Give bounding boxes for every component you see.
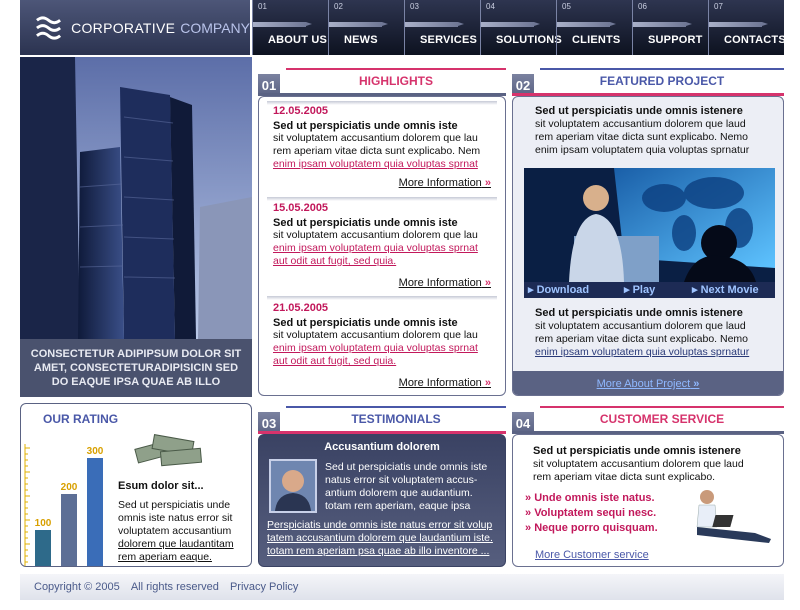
more-information-link[interactable]: More Information »	[399, 277, 491, 289]
nav-news[interactable]	[328, 0, 404, 55]
news-link[interactable]: aut odit aut fugit, sed quia.	[273, 255, 397, 267]
footer	[20, 574, 784, 600]
nav-arrow-icon	[557, 22, 610, 27]
nav-label: CONTACTS	[724, 34, 786, 46]
nav-label: SUPPORT	[648, 34, 703, 46]
nav-number: 01	[258, 2, 267, 11]
rating-text	[118, 480, 248, 564]
news-text: sit voluptatem accusantium dolorem que lau	[273, 132, 478, 144]
section-number: 03	[258, 412, 280, 434]
featured-bottom-text	[535, 307, 775, 359]
nav-number: 06	[638, 2, 647, 11]
download-button[interactable]	[528, 283, 589, 296]
featured-header	[512, 62, 784, 96]
video-controls	[524, 282, 775, 298]
news-item	[273, 302, 489, 368]
nav-arrow-icon	[709, 22, 762, 27]
nav-about-us[interactable]	[252, 0, 328, 55]
person-avatar-icon	[271, 461, 315, 511]
rights-text: All rights reserved	[130, 581, 219, 593]
service-panel	[512, 434, 784, 567]
section-title: HIGHLIGHTS	[286, 68, 506, 92]
news-date: 12.05.2005	[273, 105, 329, 117]
featured-top-text	[535, 105, 775, 157]
featured-text: sit voluptatem accusantium dolorem que laud	[535, 320, 746, 332]
rating-bar-chart	[21, 434, 131, 566]
rating-headline: Esum dolor sit...	[118, 480, 204, 492]
service-headline: Sed ut perspiciatis unde omnis istenere	[533, 445, 741, 457]
section-number: 01	[258, 74, 280, 96]
play-arrow-icon: ▸	[624, 284, 633, 296]
rating-line: omnis iste natus error sit	[118, 512, 233, 524]
service-header	[512, 400, 784, 434]
divider	[267, 296, 497, 300]
nav-solutions[interactable]	[480, 0, 562, 55]
nav-arrow-icon	[329, 22, 382, 27]
service-line: sit voluptatem accusantium dolorem que laud	[533, 458, 744, 470]
testimonials-header	[258, 400, 506, 434]
nav-label: SOLUTIONS	[496, 34, 562, 46]
main-nav	[252, 0, 784, 55]
brand-name: CORPORATIVE	[71, 19, 176, 36]
rating-bar-label: 200	[60, 482, 78, 493]
play-arrow-icon: ▸	[528, 284, 537, 296]
nav-arrow-icon	[633, 22, 686, 27]
nav-support[interactable]	[632, 0, 708, 55]
featured-text: enim ipsam voluptatem quia voluptas sprnatur	[535, 144, 750, 156]
nav-number: 03	[410, 2, 419, 11]
brand-name-suffix: COMPANY	[180, 19, 250, 36]
nav-number: 04	[486, 2, 495, 11]
testimonial-link[interactable]: tatem accusantium dolorem que laudantium iste.	[267, 532, 493, 544]
news-item	[273, 105, 489, 171]
featured-headline: Sed ut perspiciatis unde omnis istenere	[535, 105, 743, 117]
testimonial-links	[267, 519, 503, 558]
news-text: rem aperiam vitae dicta sunt explicabo. Nem	[273, 145, 481, 157]
service-line: rem aperiam vitae dicta sunt explicabo.	[533, 471, 716, 483]
double-arrow-icon: »	[690, 378, 700, 390]
testimonial-line: Sed ut perspiciatis unde omnis iste	[325, 461, 488, 473]
rating-bar	[87, 458, 103, 566]
play-button[interactable]	[624, 283, 655, 296]
testimonial-text	[325, 461, 503, 513]
play-arrow-icon: ▸	[692, 284, 701, 296]
news-link[interactable]: enim ipsam voluptatem quia voluptas sprnat	[273, 342, 478, 354]
rating-bar	[61, 494, 77, 566]
rating-bars	[35, 446, 104, 566]
news-link[interactable]: aut odit aut fugit, sed quia.	[273, 355, 397, 367]
featured-footer	[513, 371, 783, 395]
testimonial-link[interactable]: Perspiciatis unde omnis iste natus error sit volup	[267, 519, 493, 531]
skyscraper-image	[20, 57, 252, 339]
hero-caption-line: AMET, CONSECTETURADIPISICIN SED	[33, 362, 239, 374]
testimonial-line: totam rem aperiam, eaque ipsa	[325, 500, 471, 512]
service-bullet-label: Voluptatem sequi nesc.	[534, 507, 657, 519]
hero-caption-line: CONSECTETUR ADIPIPSUM DOLOR SIT	[30, 348, 242, 360]
rating-line: Sed ut perspiciatis unde	[118, 499, 231, 511]
rating-ticks	[25, 448, 30, 562]
service-text	[533, 445, 779, 484]
news-headline: Sed ut perspiciatis unde omnis iste	[273, 217, 458, 229]
money-stack-icon	[131, 424, 211, 474]
featured-text: sit voluptatem accusantium dolorem que laud	[535, 118, 746, 130]
hero-caption	[20, 339, 252, 397]
featured-text: rem aperiam vitae dicta sunt explicabo. Nemo	[535, 131, 749, 143]
featured-headline: Sed ut perspiciatis unde omnis istenere	[535, 307, 743, 319]
download-label: Download	[536, 284, 590, 296]
more-about-project-label: More About Project	[596, 378, 691, 390]
news-date: 15.05.2005	[273, 202, 329, 214]
rating-title: OUR RATING	[43, 412, 119, 426]
nav-contacts[interactable]	[708, 0, 784, 55]
divider	[267, 197, 497, 201]
news-link[interactable]: enim ipsam voluptatem quia voluptas sprnat	[273, 158, 478, 170]
service-bullets	[525, 491, 658, 536]
service-bullet-label: Unde omnis iste natus.	[534, 492, 655, 504]
rating-bar-label: 100	[34, 518, 52, 529]
rating-bar	[35, 530, 51, 566]
nav-clients[interactable]	[556, 0, 632, 55]
section-title: CUSTOMER SERVICE	[540, 406, 784, 430]
nav-arrow-icon	[405, 22, 458, 27]
next-movie-button[interactable]	[692, 283, 759, 296]
featured-panel	[512, 96, 784, 396]
nav-label: NEWS	[344, 34, 378, 46]
rating-line: voluptatem accusantium	[118, 525, 232, 537]
news-text: sit voluptatem accusantium dolorem que lau	[273, 229, 478, 241]
play-label: Play	[632, 284, 656, 296]
service-bullet[interactable]	[525, 506, 658, 521]
person-with-laptop-icon	[685, 487, 777, 547]
nav-number: 02	[334, 2, 343, 11]
news-date: 21.05.2005	[273, 302, 329, 314]
nav-number: 07	[714, 2, 723, 11]
featured-link[interactable]: enim ipsam voluptatem quia voluptas sprnatur	[535, 346, 750, 358]
section-title: TESTIMONIALS	[286, 406, 506, 430]
waves-logo-icon	[36, 15, 61, 41]
highlights-header	[258, 62, 506, 96]
testimonial-headline: Accusantium dolorem	[324, 441, 440, 453]
news-text: sit voluptatem accusantium dolorem que lau	[273, 329, 478, 341]
section-number: 04	[512, 412, 534, 434]
nav-label: ABOUT US	[268, 34, 328, 46]
nav-services[interactable]	[404, 0, 480, 55]
testimonial-line: natus error sit voluptatem accus-	[325, 474, 478, 486]
double-arrow-icon: »	[525, 522, 535, 534]
testimonial-line: antium dolorem que audantium.	[325, 487, 473, 499]
nav-arrow-icon	[253, 22, 306, 27]
nav-number: 05	[562, 2, 571, 11]
highlights-panel	[258, 96, 506, 396]
news-headline: Sed ut perspiciatis unde omnis iste	[273, 120, 458, 132]
service-bullet[interactable]	[525, 521, 658, 536]
nav-label: SERVICES	[420, 34, 478, 46]
presenter-video-frame	[524, 168, 775, 282]
testimonials-panel	[258, 434, 506, 567]
double-arrow-icon: »	[525, 492, 535, 504]
more-customer-service-link[interactable]: More Customer service	[535, 549, 649, 561]
featured-text: rem aperiam vitae dicta sunt explicabo. Nemo	[535, 333, 749, 345]
copyright-text: Copyright © 2005	[34, 581, 120, 593]
rating-panel	[20, 403, 252, 567]
section-number: 02	[512, 74, 534, 96]
privacy-policy-link[interactable]: Privacy Policy	[229, 581, 299, 593]
service-bullet-label: Neque porro quisquam.	[534, 522, 658, 534]
double-arrow-icon: »	[525, 507, 535, 519]
rating-bar-label: 300	[86, 446, 104, 457]
rating-link[interactable]: rem aperiam eaque.	[118, 551, 212, 563]
hero-image	[20, 57, 252, 397]
rating-link[interactable]: dolorem que laudantitam	[118, 538, 234, 550]
hero-caption-line: DO EAQUE IPSA QUAE AB ILLO	[51, 376, 221, 388]
news-headline: Sed ut perspiciatis unde omnis iste	[273, 317, 458, 329]
nav-label: CLIENTS	[572, 34, 621, 46]
logo[interactable]	[20, 0, 250, 55]
service-bullet[interactable]	[525, 491, 658, 506]
more-about-project-link[interactable]	[597, 378, 700, 390]
testimonial-link[interactable]: totam rem aperiam psa quae ab illo inventore ...	[267, 545, 490, 557]
more-information-link[interactable]: More Information »	[399, 177, 491, 189]
news-item	[273, 202, 489, 268]
section-title: FEATURED PROJECT	[540, 68, 784, 92]
nav-arrow-icon	[481, 22, 534, 27]
video-player[interactable]	[524, 168, 775, 298]
more-information-link[interactable]: More Information »	[399, 377, 491, 389]
news-link[interactable]: enim ipsam voluptatem quia voluptas sprnat	[273, 242, 478, 254]
avatar	[269, 459, 317, 513]
next-movie-label: Next Movie	[700, 284, 759, 296]
